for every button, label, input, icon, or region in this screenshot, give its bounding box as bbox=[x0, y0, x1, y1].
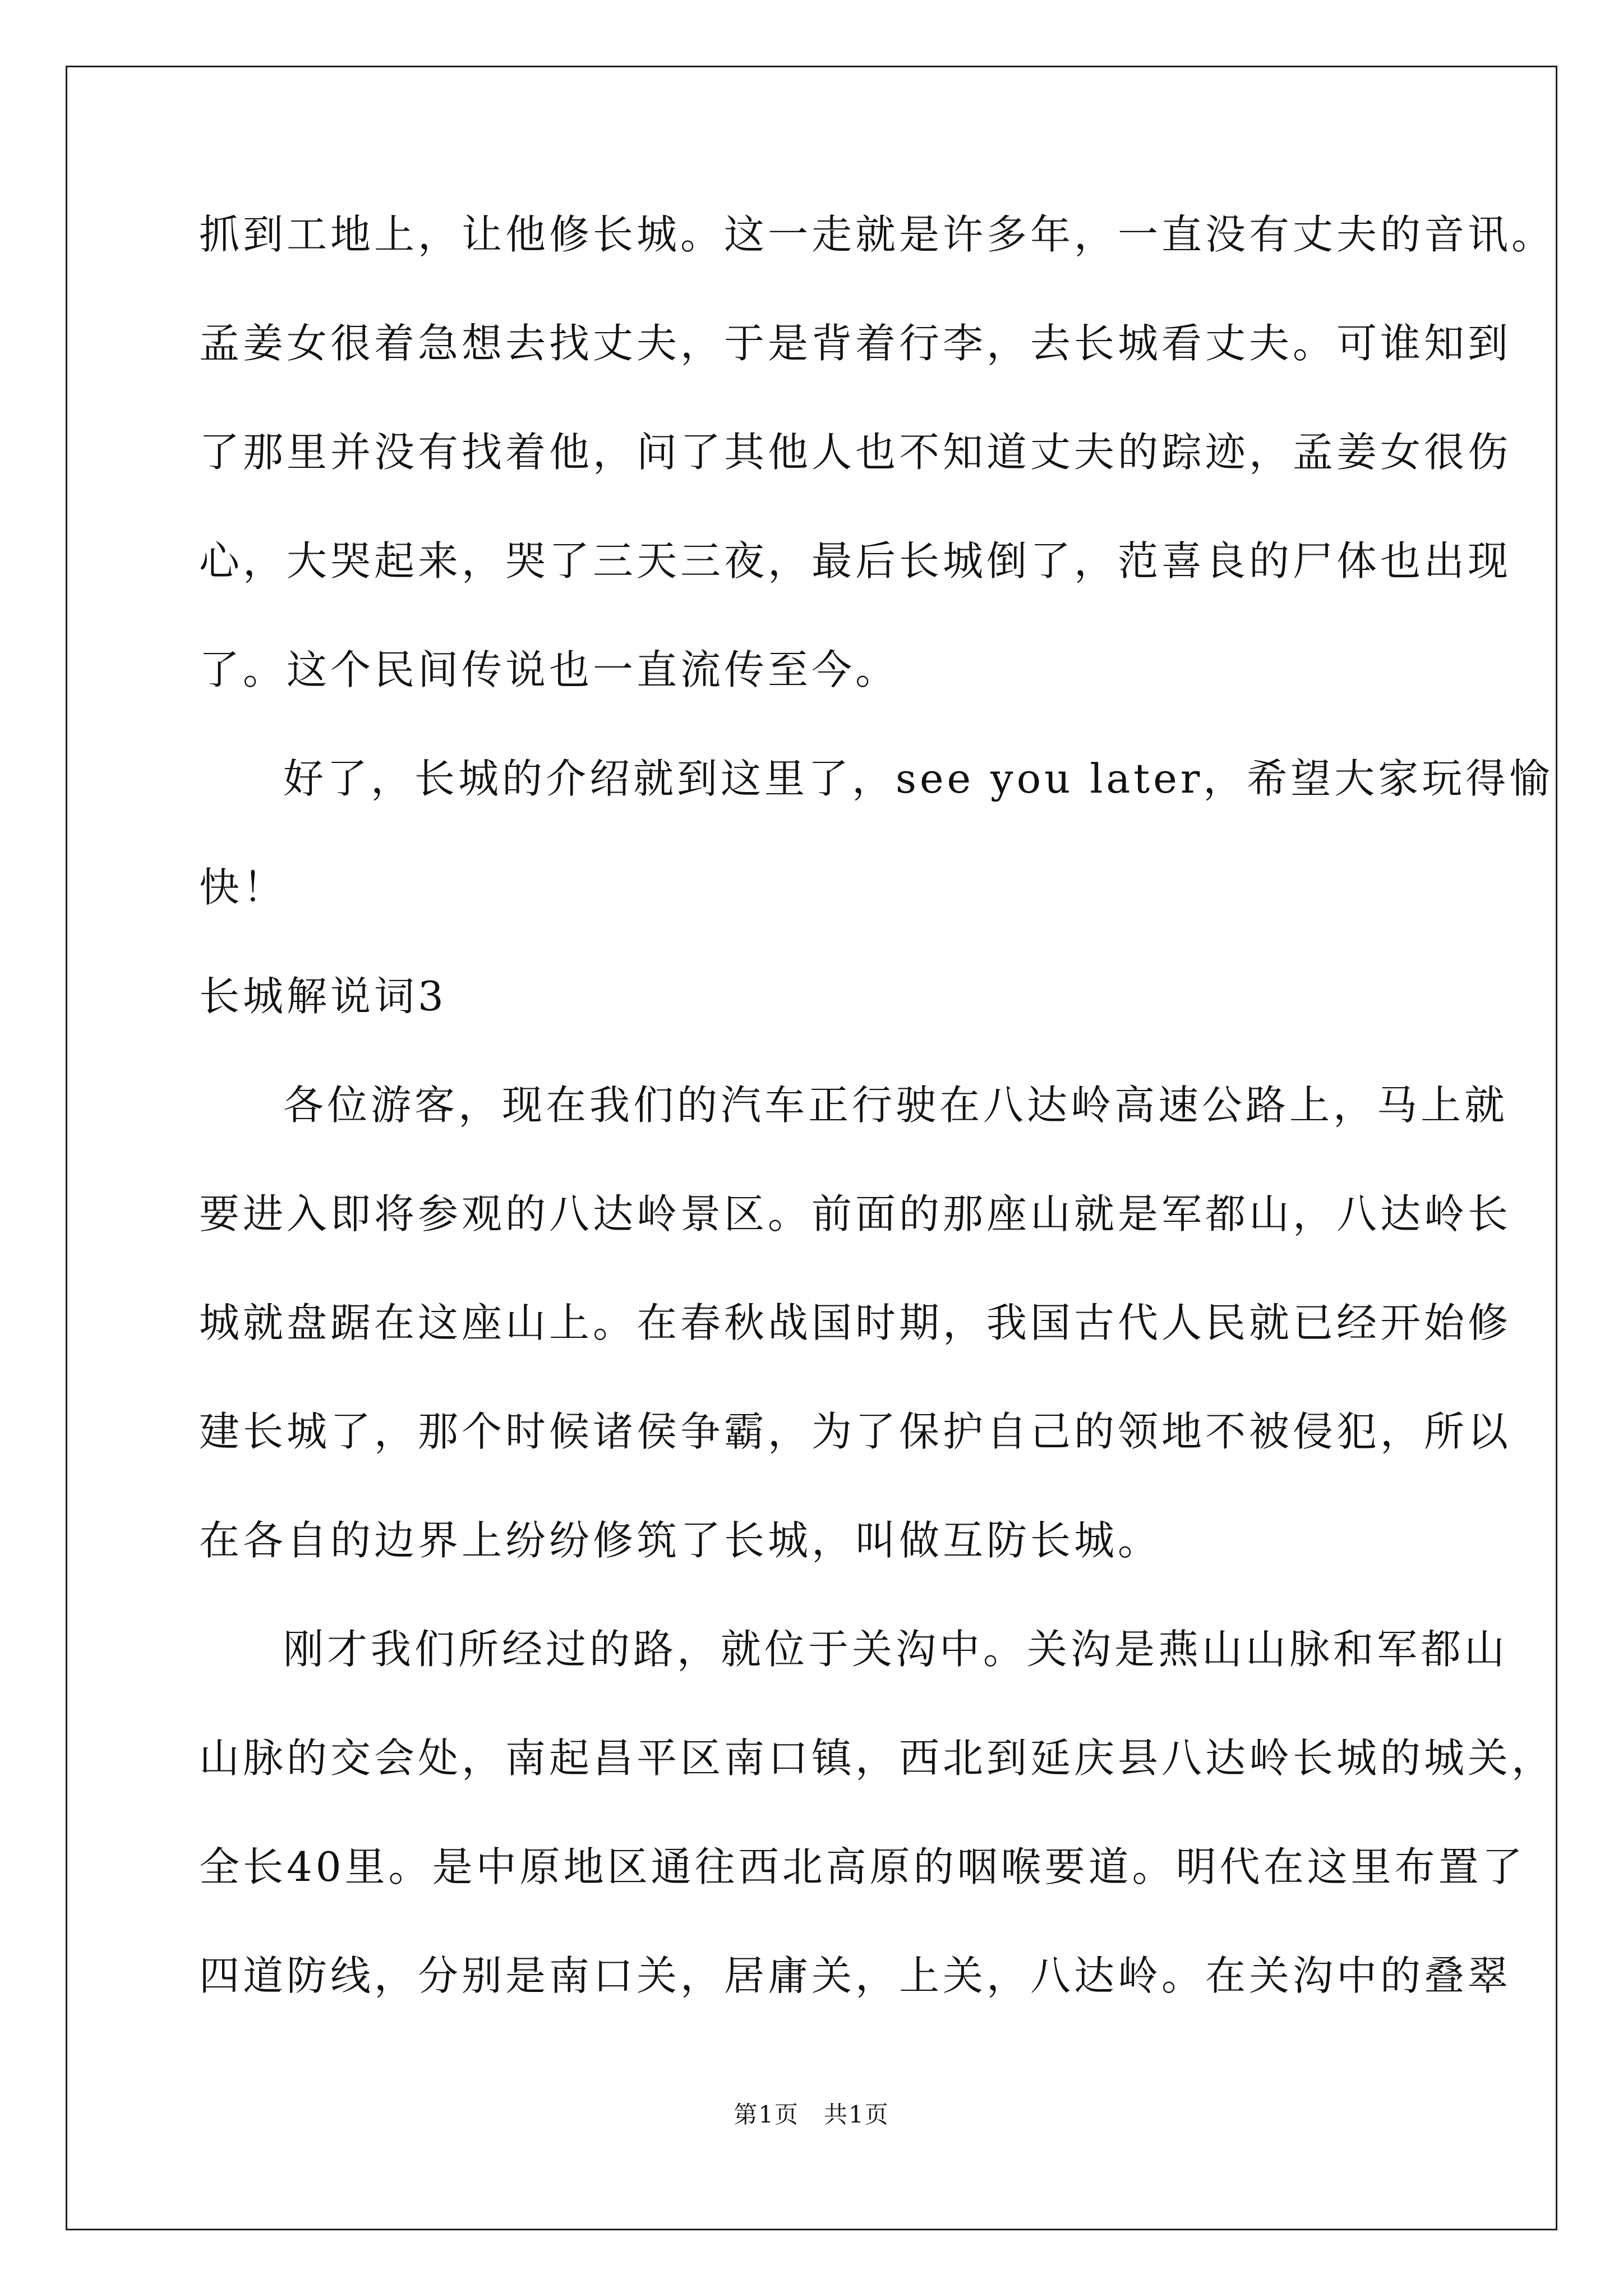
paragraph-line: 了那里并没有找着他，问了其他人也不知道丈夫的踪迹，孟姜女很伤 bbox=[199, 429, 1512, 476]
page-footer: 第1页 共1页 bbox=[734, 2101, 889, 2128]
paragraph-line: 孟姜女很着急想去找丈夫，于是背着行李，去长城看丈夫。可谁知到 bbox=[199, 320, 1512, 367]
paragraph-line: 了。这个民间传说也一直流传至今。 bbox=[199, 646, 900, 693]
paragraph-line: 快！ bbox=[199, 864, 287, 911]
paragraph-line: 建长城了，那个时候诸侯争霸，为了保护自己的领地不被侵犯，所以 bbox=[199, 1408, 1512, 1455]
paragraph-line: 城就盘踞在这座山上。在春秋战国时期，我国古代人民就已经开始修 bbox=[199, 1299, 1512, 1346]
paragraph-line: 刚才我们所经过的路，就位于关沟中。关沟是燕山山脉和军都山 bbox=[283, 1626, 1509, 1673]
section-heading: 长城解说词3 bbox=[199, 973, 447, 1020]
paragraph-line: 抓到工地上，让他修长城。这一走就是许多年，一直没有丈夫的音讯。 bbox=[199, 211, 1556, 258]
paragraph-line: 好了，长城的介绍就到这里了，see you later，希望大家玩得愉 bbox=[283, 755, 1553, 802]
paragraph-line: 山脉的交会处，南起昌平区南口镇，西北到延庆县八达岭长城的城关， bbox=[199, 1734, 1556, 1782]
paragraph-line: 四道防线，分别是南口关，居庸关，上关，八达岭。在关沟中的叠翠 bbox=[199, 1952, 1512, 1999]
paragraph-line: 在各自的边界上纷纷修筑了长城，叫做互防长城。 bbox=[199, 1517, 1162, 1564]
paragraph-line: 心，大哭起来，哭了三天三夜，最后长城倒了，范喜良的尸体也出现 bbox=[199, 537, 1512, 585]
paragraph-line: 各位游客，现在我们的汽车正行驶在八达岭高速公路上，马上就 bbox=[283, 1082, 1509, 1129]
paragraph-line: 全长40里。是中原地区通往西北高原的咽喉要道。明代在这里布置了 bbox=[199, 1843, 1526, 1890]
page-border bbox=[66, 66, 1557, 2230]
paragraph-line: 要进入即将参观的八达岭景区。前面的那座山就是军都山，八达岭长 bbox=[199, 1190, 1512, 1237]
